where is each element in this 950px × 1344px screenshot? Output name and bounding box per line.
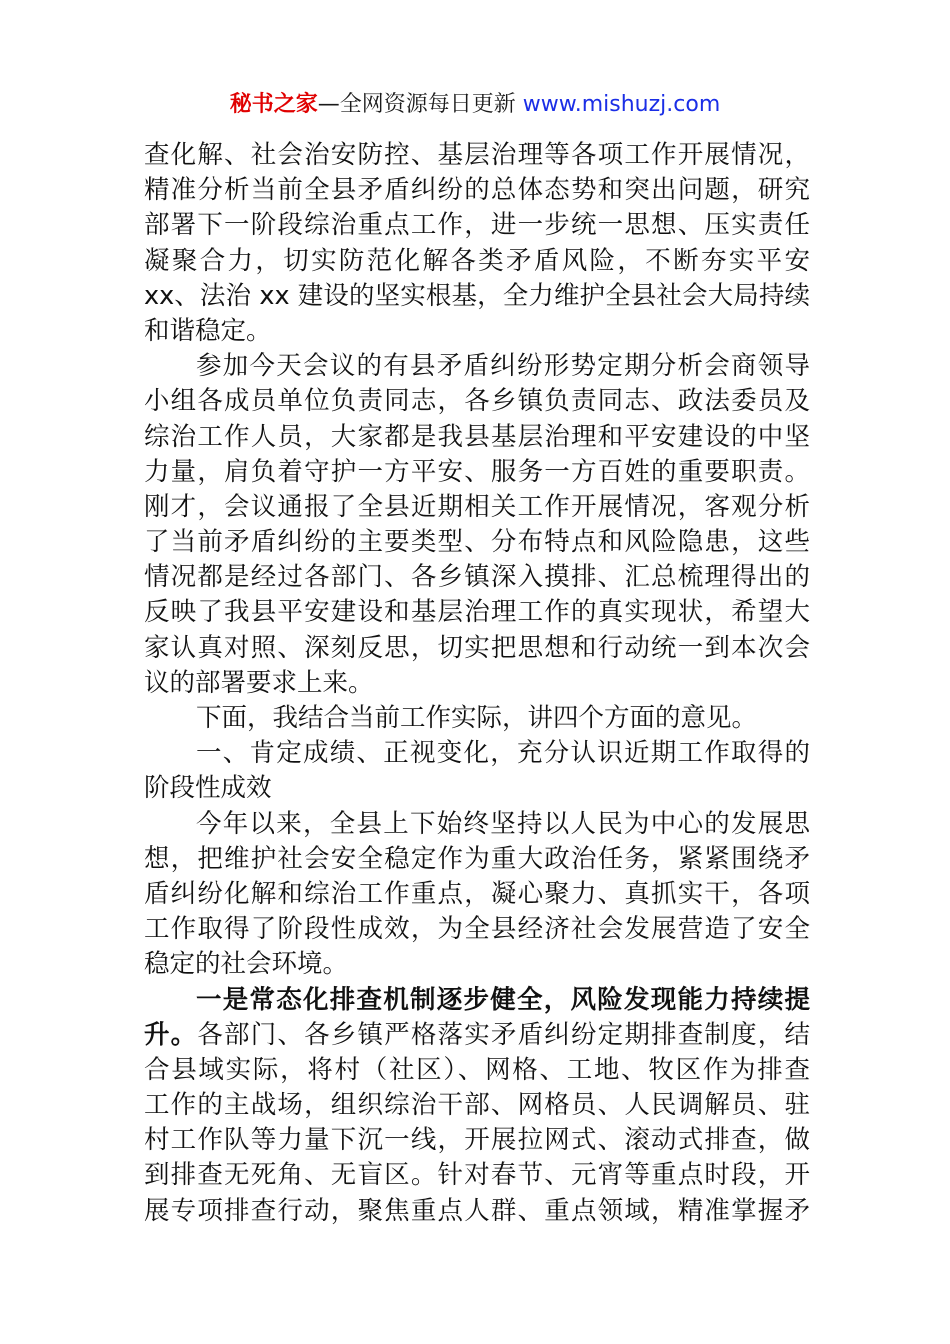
body-line: 综治工作人员，大家都是我县基层治理和平安建设的中坚 <box>144 421 810 452</box>
section-heading: 一、肯定成绩、正视变化，充分认识近期工作取得的 <box>196 738 810 769</box>
brand-name: 秘书之家 <box>229 92 318 117</box>
body-line: 参加今天会议的有县矛盾纠纷形势定期分析会商领导 <box>196 351 810 382</box>
body-line: 力量，肩负着守护一方平安、服务一方百姓的重要职责。 <box>144 456 810 487</box>
body-line: 查化解、社会治安防控、基层治理等各项工作开展情况， <box>144 140 810 170</box>
header-slogan: —全网资源每日更新 <box>317 92 523 117</box>
subheading-bold-tail: 升。 <box>144 1019 198 1050</box>
body-line: 了当前矛盾纠纷的主要类型、分布特点和风险隐患，这些 <box>144 527 810 558</box>
body-line: 村工作队等力量下沉一线，开展拉网式、滚动式排查，做 <box>144 1125 810 1156</box>
body-line: 情况都是经过各部门、各乡镇深入摸排、汇总梳理得出的 <box>144 562 810 593</box>
section-heading: 阶段性成效 <box>144 773 272 804</box>
site-url[interactable]: www.mishuzj.com <box>522 92 721 117</box>
body-line: 工作的主战场，组织综治干部、网格员、人民调解员、驻 <box>144 1090 810 1121</box>
body-line: 展专项排查行动，聚焦重点人群、重点领域，精准掌握矛 <box>144 1195 810 1226</box>
body-line: 反映了我县平安建设和基层治理工作的真实现状，希望大 <box>144 597 810 628</box>
body-line: 想，把维护社会安全稳定作为重大政治任务，紧紧围绕矛 <box>144 843 810 874</box>
body-line: 精准分析当前全县矛盾纠纷的总体态势和突出问题，研究 <box>144 175 810 206</box>
body-line: 盾纠纷化解和综治工作重点，凝心聚力、真抓实干，各项 <box>144 878 810 909</box>
body-line: 稳定的社会环境。 <box>144 949 349 980</box>
body-line-mixed <box>144 1018 810 1053</box>
body-line: xx、法治 xx 建设的坚实根基，全力维护全县社会大局持续 <box>144 280 810 311</box>
body-line: 下面，我结合当前工作实际，讲四个方面的意见。 <box>196 703 758 733</box>
body-line: 小组各成员单位负责同志，各乡镇负责同志、政法委员及 <box>144 386 810 417</box>
body-line: 工作取得了阶段性成效，为全县经济社会发展营造了安全 <box>144 914 810 945</box>
body-line: 凝聚合力，切实防范化解各类矛盾风险，不断夯实平安 <box>144 245 810 276</box>
body-line: 合县域实际，将村（社区）、网格、工地、牧区作为排查 <box>144 1054 810 1085</box>
body-line: 今年以来，全县上下始终坚持以人民为中心的发展思 <box>196 808 810 839</box>
subheading-bold: 一是常态化排查机制逐步健全，风险发现能力持续提 <box>196 984 810 1015</box>
site-header <box>0 88 950 122</box>
body-line: 到排查无死角、无盲区。针对春节、元宵等重点时段，开 <box>144 1160 810 1191</box>
body-line-tail: 各部门、各乡镇严格落实矛盾纠纷定期排查制度，结 <box>197 1019 810 1050</box>
body-line: 部署下一阶段综治重点工作，进一步统一思想、压实责任 <box>144 210 810 241</box>
body-line: 刚才，会议通报了全县近期相关工作开展情况，客观分析 <box>144 491 810 522</box>
body-line: 议的部署要求上来。 <box>144 667 374 698</box>
document-body <box>144 138 810 1229</box>
body-line: 和谐稳定。 <box>144 315 272 346</box>
body-line: 家认真对照、深刻反思，切实把思想和行动统一到本次会 <box>144 632 810 663</box>
